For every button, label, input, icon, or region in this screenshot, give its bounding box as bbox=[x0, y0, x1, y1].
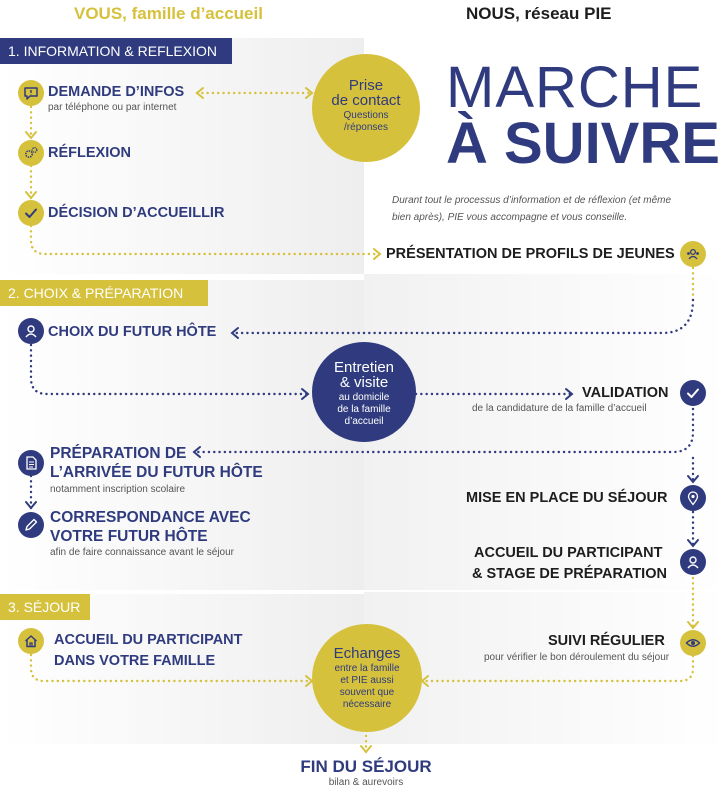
bubble-entretien-line2: & visite bbox=[339, 374, 389, 391]
step-validation-subtitle: de la candidature de la famille d’accueil bbox=[472, 403, 647, 414]
bubble-entretien-sub3: d’accueil bbox=[344, 416, 384, 427]
bubble-echanges-sub1: entre la famille bbox=[334, 663, 400, 674]
bubble-prise-line2: de contact bbox=[331, 92, 401, 109]
step-preparation-subtitle: notamment inscription scolaire bbox=[50, 484, 186, 495]
bubble-echanges-sub4: nécessaire bbox=[342, 699, 392, 710]
step-demande-infos-title: DEMANDE D’INFOS bbox=[48, 84, 185, 100]
chat-icon bbox=[18, 80, 44, 106]
bubble-entretien-visite bbox=[312, 342, 416, 442]
bubble-echanges bbox=[312, 624, 422, 732]
step-mise-en-place-title: MISE EN PLACE DU SÉJOUR bbox=[466, 490, 668, 506]
step-reflexion-title: RÉFLEXION bbox=[48, 145, 131, 161]
step-correspondance-subtitle: afin de faire connaissance avant le séjour bbox=[50, 547, 235, 558]
step-accueil-stage-title-line1: ACCUEIL DU PARTICIPANT bbox=[474, 545, 663, 561]
participant-person-icon bbox=[680, 549, 706, 575]
end-subtitle: bilan & aurevoirs bbox=[328, 777, 404, 788]
step-accueil-famille-title-line1: ACCUEIL DU PARTICIPANT bbox=[54, 632, 243, 648]
person-icon bbox=[18, 318, 44, 344]
headline-marche: MARCHE bbox=[446, 55, 704, 120]
validation-check-icon bbox=[680, 380, 706, 406]
bubble-echanges-line1: Echanges bbox=[333, 645, 401, 662]
column-header-pie: NOUS, réseau PIE bbox=[466, 4, 612, 23]
bubble-prise-line1: Prise bbox=[348, 77, 384, 94]
eye-icon bbox=[680, 630, 706, 656]
step-preparation-title-line2: L’ARRIVÉE DU FUTUR HÔTE bbox=[50, 464, 263, 481]
group-icon bbox=[680, 241, 706, 267]
step-correspondance-title-line2: VOTRE FUTUR HÔTE bbox=[50, 528, 208, 545]
bubble-prise-sub2: /réponses bbox=[344, 122, 388, 133]
step-preparation-title-line1: PRÉPARATION DE bbox=[50, 445, 187, 462]
intro-text: Durant tout le processus d’information et de réflexion (et même bien après), PIE vous accompagne et vous conseille. bbox=[392, 195, 672, 223]
step-accueil-famille-title-line2: DANS VOTRE FAMILLE bbox=[54, 653, 216, 669]
location-icon bbox=[680, 485, 706, 511]
bubble-prise-sub1: Questions bbox=[343, 110, 389, 121]
bubble-echanges-sub3: souvent que bbox=[339, 687, 395, 698]
section-label-sejour: 3. SÉJOUR bbox=[0, 594, 90, 620]
bubble-prise-de-contact bbox=[312, 54, 420, 162]
bubble-echanges-sub2: et PIE aussi bbox=[340, 675, 394, 686]
end-title: FIN DU SÉJOUR bbox=[300, 757, 432, 776]
gears-icon bbox=[18, 140, 44, 166]
step-suivi-title: SUIVI RÉGULIER bbox=[548, 633, 665, 649]
step-demande-infos-subtitle: par téléphone ou par internet bbox=[48, 102, 177, 113]
bubble-entretien-sub2: de la famille bbox=[337, 404, 391, 415]
home-icon bbox=[18, 628, 44, 654]
step-accueil-stage-title-line2: & STAGE DE PRÉPARATION bbox=[472, 566, 667, 582]
step-choix-hote-title: CHOIX DU FUTUR HÔTE bbox=[48, 324, 217, 340]
bubble-entretien-line1: Entretien bbox=[333, 359, 395, 376]
step-suivi-subtitle: pour vérifier le bon déroulement du séjour bbox=[484, 652, 670, 663]
section-label-information: 1. INFORMATION & REFLEXION bbox=[0, 38, 232, 64]
section-label-choix: 2. CHOIX & PRÉPARATION bbox=[0, 280, 208, 306]
step-correspondance-title-line1: CORRESPONDANCE AVEC bbox=[50, 509, 251, 526]
step-decision-title: DÉCISION D’ACCUEILLIR bbox=[48, 205, 225, 221]
bubble-entretien-sub1: au domicile bbox=[338, 392, 390, 403]
document-icon bbox=[18, 450, 44, 476]
pencil-icon bbox=[18, 512, 44, 538]
column-header-family: VOUS, famille d’accueil bbox=[74, 4, 263, 23]
step-presentation-profils-title: PRÉSENTATION DE PROFILS DE JEUNES bbox=[386, 246, 675, 262]
headline-a-suivre: À SUIVRE bbox=[446, 111, 720, 176]
check-icon bbox=[18, 200, 44, 226]
step-validation-title: VALIDATION bbox=[582, 385, 669, 401]
